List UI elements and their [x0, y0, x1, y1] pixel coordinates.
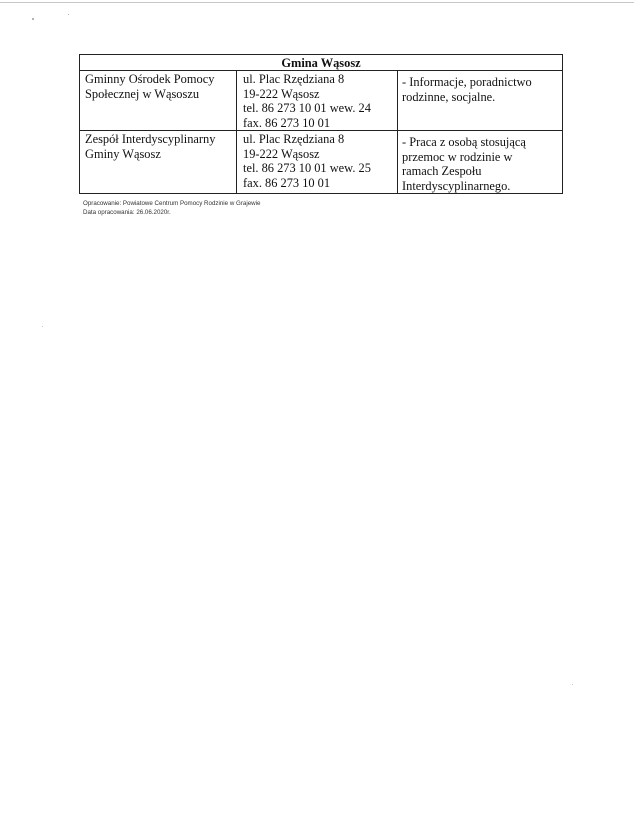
address-fax: fax. 86 273 10 01 — [243, 175, 331, 190]
address-street: ul. Plac Rzędziana 8 — [243, 132, 345, 146]
scan-speck — [42, 326, 43, 327]
table-title: Gmina Wąsosz — [80, 55, 563, 71]
scan-speck — [32, 18, 34, 20]
institution-name-line: Społecznej w Wąsoszu — [85, 86, 200, 101]
scan-speck — [68, 14, 69, 15]
address-phone: tel. 86 273 10 01 wew. 25 — [243, 161, 371, 175]
address-fax: fax. 86 273 10 01 — [243, 115, 331, 130]
institution-services-cell — [398, 71, 563, 131]
table-row — [80, 131, 563, 194]
footnote-date: Data opracowania: 26.06.2020r. — [83, 208, 171, 216]
address-postcode: 19-222 Wąsosz — [243, 146, 320, 161]
scan-edge-line — [0, 2, 634, 3]
footnote-prepared-by: Opracowanie: Powiatowe Centrum Pomocy Rodzinie w Grajewie — [83, 200, 261, 207]
address-street: ul. Plac Rzędziana 8 — [243, 72, 345, 86]
institution-name-line: Gminny Ośrodek Pomocy — [85, 72, 215, 86]
table-header-row — [80, 55, 563, 71]
services-line: - Praca z osobą stosującą — [402, 135, 526, 149]
institution-name-line: Zespół Interdyscyplinarny — [85, 132, 216, 146]
source-footnote — [83, 200, 260, 217]
institution-address-cell — [237, 71, 398, 131]
institution-name-line: Gminy Wąsosz — [85, 146, 161, 161]
institution-name-cell — [80, 131, 237, 194]
services-line: rodzinne, socjalne. — [402, 89, 496, 104]
institutions-table — [79, 54, 563, 194]
scan-speck — [572, 684, 573, 685]
services-line: ramach Zespołu — [402, 164, 482, 178]
institution-services-cell — [398, 131, 563, 194]
address-postcode: 19-222 Wąsosz — [243, 86, 320, 101]
services-line: - Informacje, poradnictwo — [402, 75, 532, 89]
table-row — [80, 71, 563, 131]
institution-address-cell — [237, 131, 398, 194]
address-phone: tel. 86 273 10 01 wew. 24 — [243, 101, 371, 115]
institution-name-cell — [80, 71, 237, 131]
services-line: przemoc w rodzinie w — [402, 149, 513, 164]
services-line: Interdyscyplinarnego. — [402, 178, 511, 193]
